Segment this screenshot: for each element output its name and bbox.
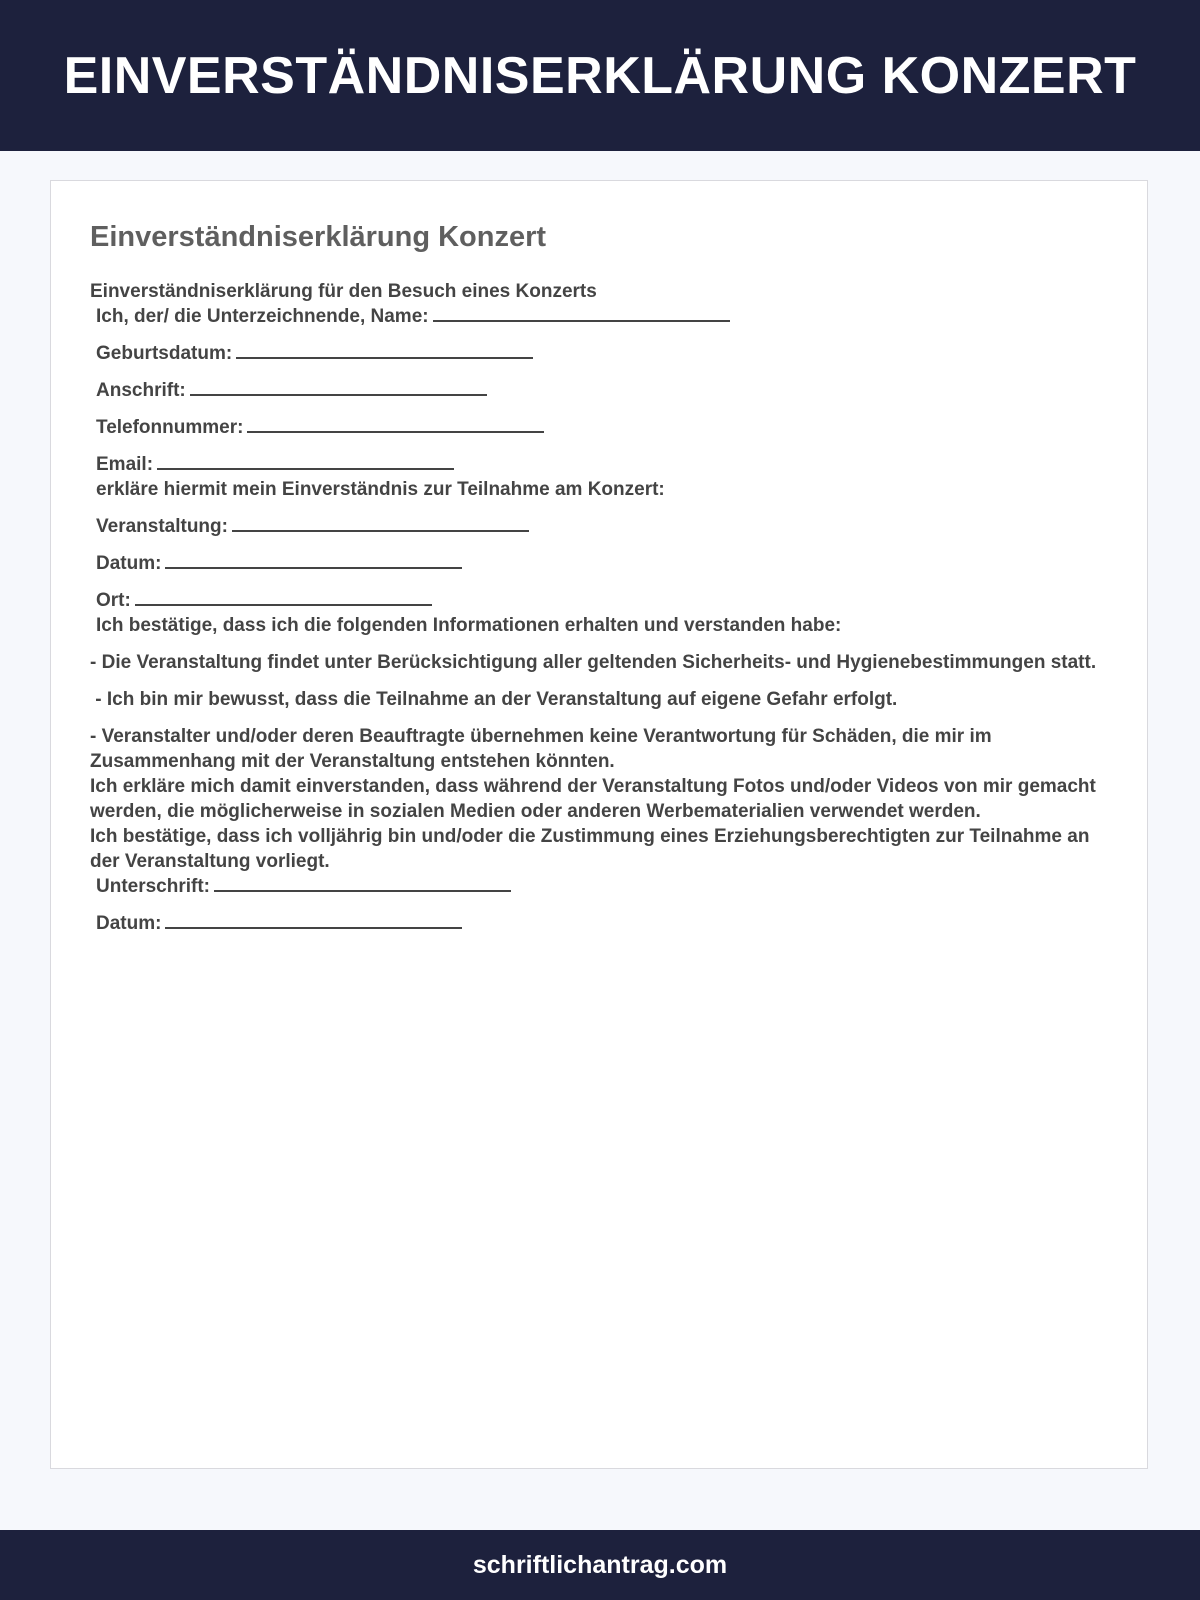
field-email-blank[interactable]: [157, 452, 454, 470]
field-signature: [90, 874, 1100, 899]
field-email-label: Email:: [96, 454, 154, 475]
field-event-blank[interactable]: [232, 514, 529, 532]
field-place-blank[interactable]: [135, 588, 432, 606]
field-signature-label: Unterschrift:: [96, 876, 211, 897]
field-place-label: Ort:: [96, 590, 131, 611]
page-header: [0, 0, 1200, 151]
consent-text: erkläre hiermit mein Einverständnis zur Teilnahme am Konzert:: [96, 479, 665, 500]
field-event: [90, 514, 1100, 539]
field-address-blank[interactable]: [190, 378, 487, 396]
bullet-item: - Die Veranstaltung findet unter Berücksichtigung aller geltenden Sicherheits- und Hygienebestimmungen statt.: [90, 652, 1097, 673]
bullet-item: - Ich bin mir bewusst, dass die Teilnahme an der Veranstaltung auf eigene Gefahr erfolgt.: [90, 689, 898, 710]
field-address-label: Anschrift:: [96, 380, 186, 401]
field-event-date-label: Datum:: [96, 553, 162, 574]
field-phone-label: Telefonnummer:: [96, 417, 244, 438]
field-name: [90, 304, 1100, 329]
field-name-label: Ich, der/ die Unterzeichnende, Name:: [96, 306, 429, 327]
header-title: EINVERSTÄNDNISERKLÄRUNG KONZERT: [63, 46, 1137, 105]
confirm-text: Ich bestätige, dass ich die folgenden Informationen erhalten und verstanden habe:: [96, 615, 842, 636]
intro-text: Einverständniserklärung für den Besuch eines Konzerts: [90, 281, 597, 302]
field-sign-date-blank[interactable]: [165, 911, 462, 929]
field-birthdate-label: Geburtsdatum:: [96, 343, 233, 364]
field-sign-date-label: Datum:: [96, 913, 162, 934]
field-event-date-blank[interactable]: [165, 551, 462, 569]
page-footer: [0, 1530, 1200, 1600]
age-confirm-text: Ich bestätige, dass ich volljährig bin und/oder die Zustimmung eines Erziehungsberechtigten zur Teilnahme an der Veranstaltung vorliegt.: [90, 826, 1090, 872]
field-signature-blank[interactable]: [214, 874, 511, 892]
photo-consent-text: Ich erkläre mich damit einverstanden, dass während der Veranstaltung Fotos und/oder Videos von mir gemacht werden, die möglicherweise in sozialen Medien oder anderen Werbematerialien verwendet werden.: [90, 776, 1096, 822]
field-event-date: [90, 551, 1100, 576]
bullet-item: - Veranstalter und/oder deren Beauftragte übernehmen keine Verantwortung für Schäden, die mir im Zusammenhang mit der Veranstaltung entstehen könnten.: [90, 726, 992, 772]
document-title: Einverständniserklärung Konzert: [90, 221, 547, 253]
field-birthdate: [90, 341, 1100, 366]
field-place: [90, 588, 1100, 613]
field-address: [90, 378, 1100, 403]
field-event-label: Veranstaltung:: [96, 516, 228, 537]
field-phone-blank[interactable]: [247, 415, 544, 433]
field-name-blank[interactable]: [433, 304, 730, 322]
footer-site: schriftlichantrag.com: [472, 1550, 728, 1579]
document-card: [50, 180, 1148, 1469]
field-birthdate-blank[interactable]: [236, 341, 533, 359]
document-body: [90, 279, 1100, 936]
field-email: [90, 452, 1100, 477]
field-phone: [90, 415, 1100, 440]
field-sign-date: [90, 911, 1100, 936]
